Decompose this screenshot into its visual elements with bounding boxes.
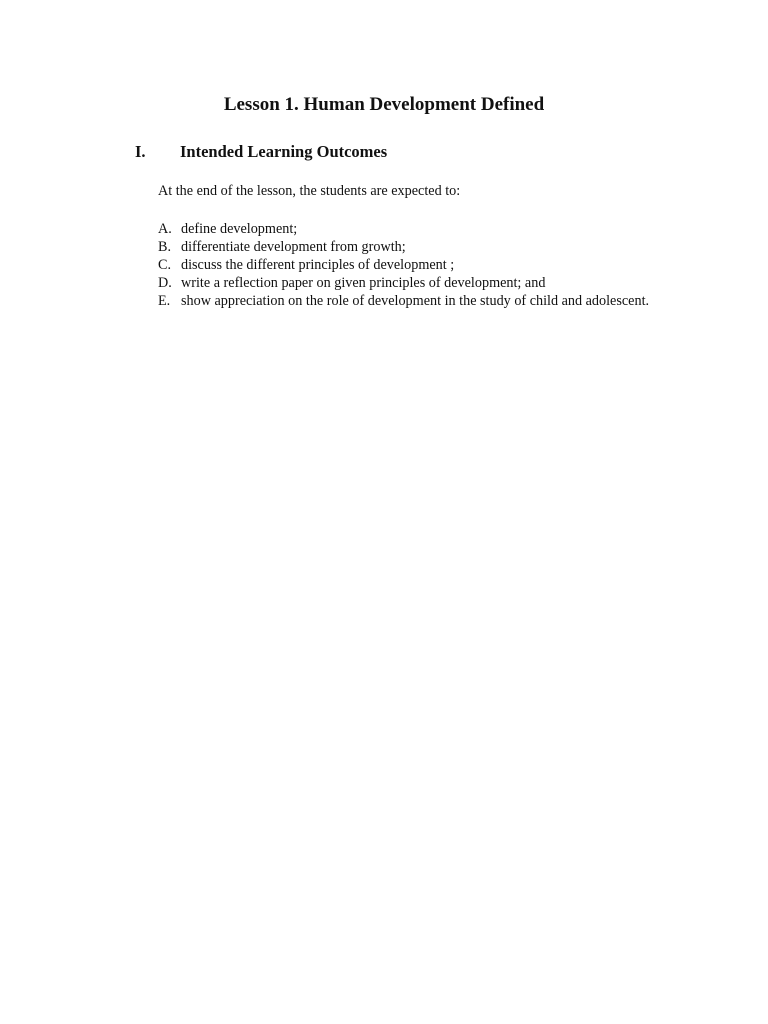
list-item-letter: A. [158,221,172,237]
list-item-letter: E. [158,293,171,309]
list-item [158,274,649,292]
lesson-title: Lesson 1. Human Development Defined [223,94,545,115]
section-number: I. [135,142,146,161]
list-item-text: show appreciation on the role of development in the study of child and adolescent. [181,293,650,309]
list-item [158,238,649,256]
list-item-text: write a reflection paper on given principles of development; and [181,275,546,291]
list-item [158,292,649,310]
list-item-text: differentiate development from growth; [181,239,406,255]
list-item [158,256,649,274]
list-item-letter: D. [158,275,172,291]
section-heading [135,141,387,163]
list-item [158,220,649,238]
learning-outcomes-list [158,220,649,310]
section-title: Intended Learning Outcomes [180,142,388,161]
intro-text: At the end of the lesson, the students are expected to: [158,183,461,199]
list-item-text: define development; [181,221,298,237]
list-item-letter: B. [158,239,172,255]
list-item-text: discuss the different principles of development ; [181,257,455,273]
list-item-letter: C. [158,257,172,273]
